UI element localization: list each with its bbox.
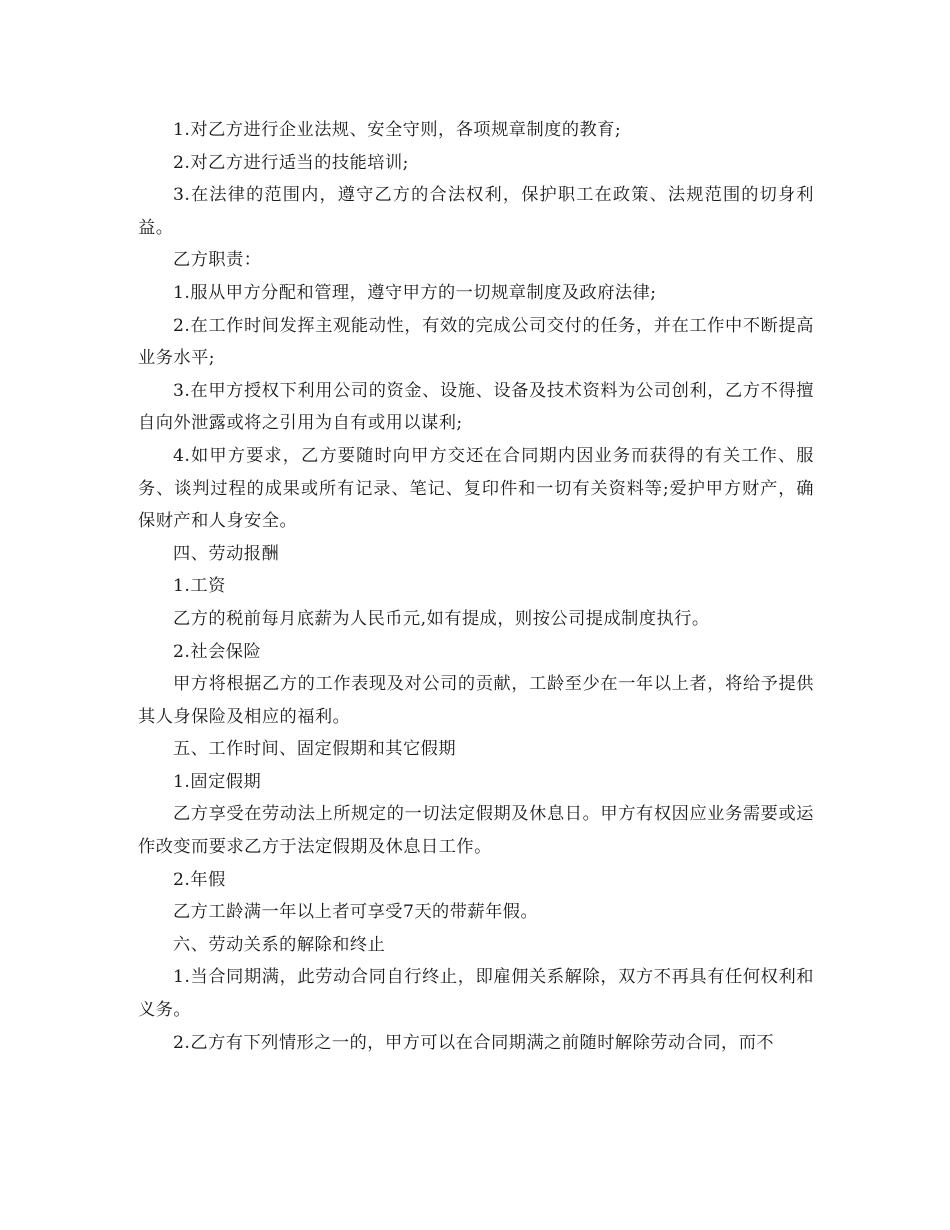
paragraph-16: 乙方享受在劳动法上所规定的一切法定假期及休息日。甲方有权因应业务需要或运作改变而要求乙方于法定假期及休息日工作。 xyxy=(138,804,814,858)
subheading-salary: 1.工资 xyxy=(173,576,226,597)
paragraph-20: 1.当合同期满，此劳动合同自行终止，即雇佣关系解除，双方不再具有任何权利和义务。 xyxy=(138,967,814,1021)
subheading-social-insurance: 2.社会保险 xyxy=(173,641,262,662)
subheading-fixed-holidays: 1.固定假期 xyxy=(173,771,262,792)
paragraph-3: 3.在法律的范围内，遵守乙方的合法权利，保护职工在政策、法规范围的切身利益。 xyxy=(138,185,814,238)
paragraph-13: 甲方将根据乙方的工作表现及对公司的贡献，工龄至少在一年以上者，将给予提供其人身保险及相应的福利。 xyxy=(138,674,814,727)
paragraph-6: 2.在工作时间发挥主观能动性，有效的完成公司交付的任务，并在工作中不断提高业务水平; xyxy=(138,315,814,369)
paragraph-18: 乙方工龄满一年以上者可享受7天的带薪年假。 xyxy=(173,902,539,923)
section-heading-working-time: 五、工作时间、固定假期和其它假期 xyxy=(173,739,457,760)
paragraph-21: 2.乙方有下列情形之一的，甲方可以在合同期满之前随时解除劳动合同，而不 xyxy=(173,1032,775,1053)
paragraph-1: 1.对乙方进行企业法规、安全守则，各项规章制度的教育; xyxy=(173,120,622,140)
section-heading-remuneration: 四、劳动报酬 xyxy=(173,543,280,564)
subheading-annual-leave: 2.年假 xyxy=(173,869,226,890)
paragraph-11: 乙方的税前每月底薪为人民币元,如有提成，则按公司提成制度执行。 xyxy=(173,608,710,629)
paragraph-8: 4.如甲方要求，乙方要随时向甲方交还在合同期内因业务而获得的有关工作、服务、谈判过程的成果或所有记录、笔记、复印件和一切有关资料等;爱护甲方财产，确保财产和人身安全。 xyxy=(138,445,814,532)
paragraph-5: 1.服从甲方分配和管理，遵守甲方的一切规章制度及政府法律; xyxy=(173,282,657,303)
document-body xyxy=(138,114,814,1059)
section-heading-termination: 六、劳动关系的解除和终止 xyxy=(173,934,386,955)
paragraph-7: 3.在甲方授权下利用公司的资金、设施、设备及技术资料为公司创利，乙方不得擅自向外泄露或将之引用为自有或用以谋利; xyxy=(138,380,814,434)
section-heading-party-b-duties: 乙方职责： xyxy=(173,250,262,271)
paragraph-2: 2.对乙方进行适当的技能培训; xyxy=(173,152,409,173)
